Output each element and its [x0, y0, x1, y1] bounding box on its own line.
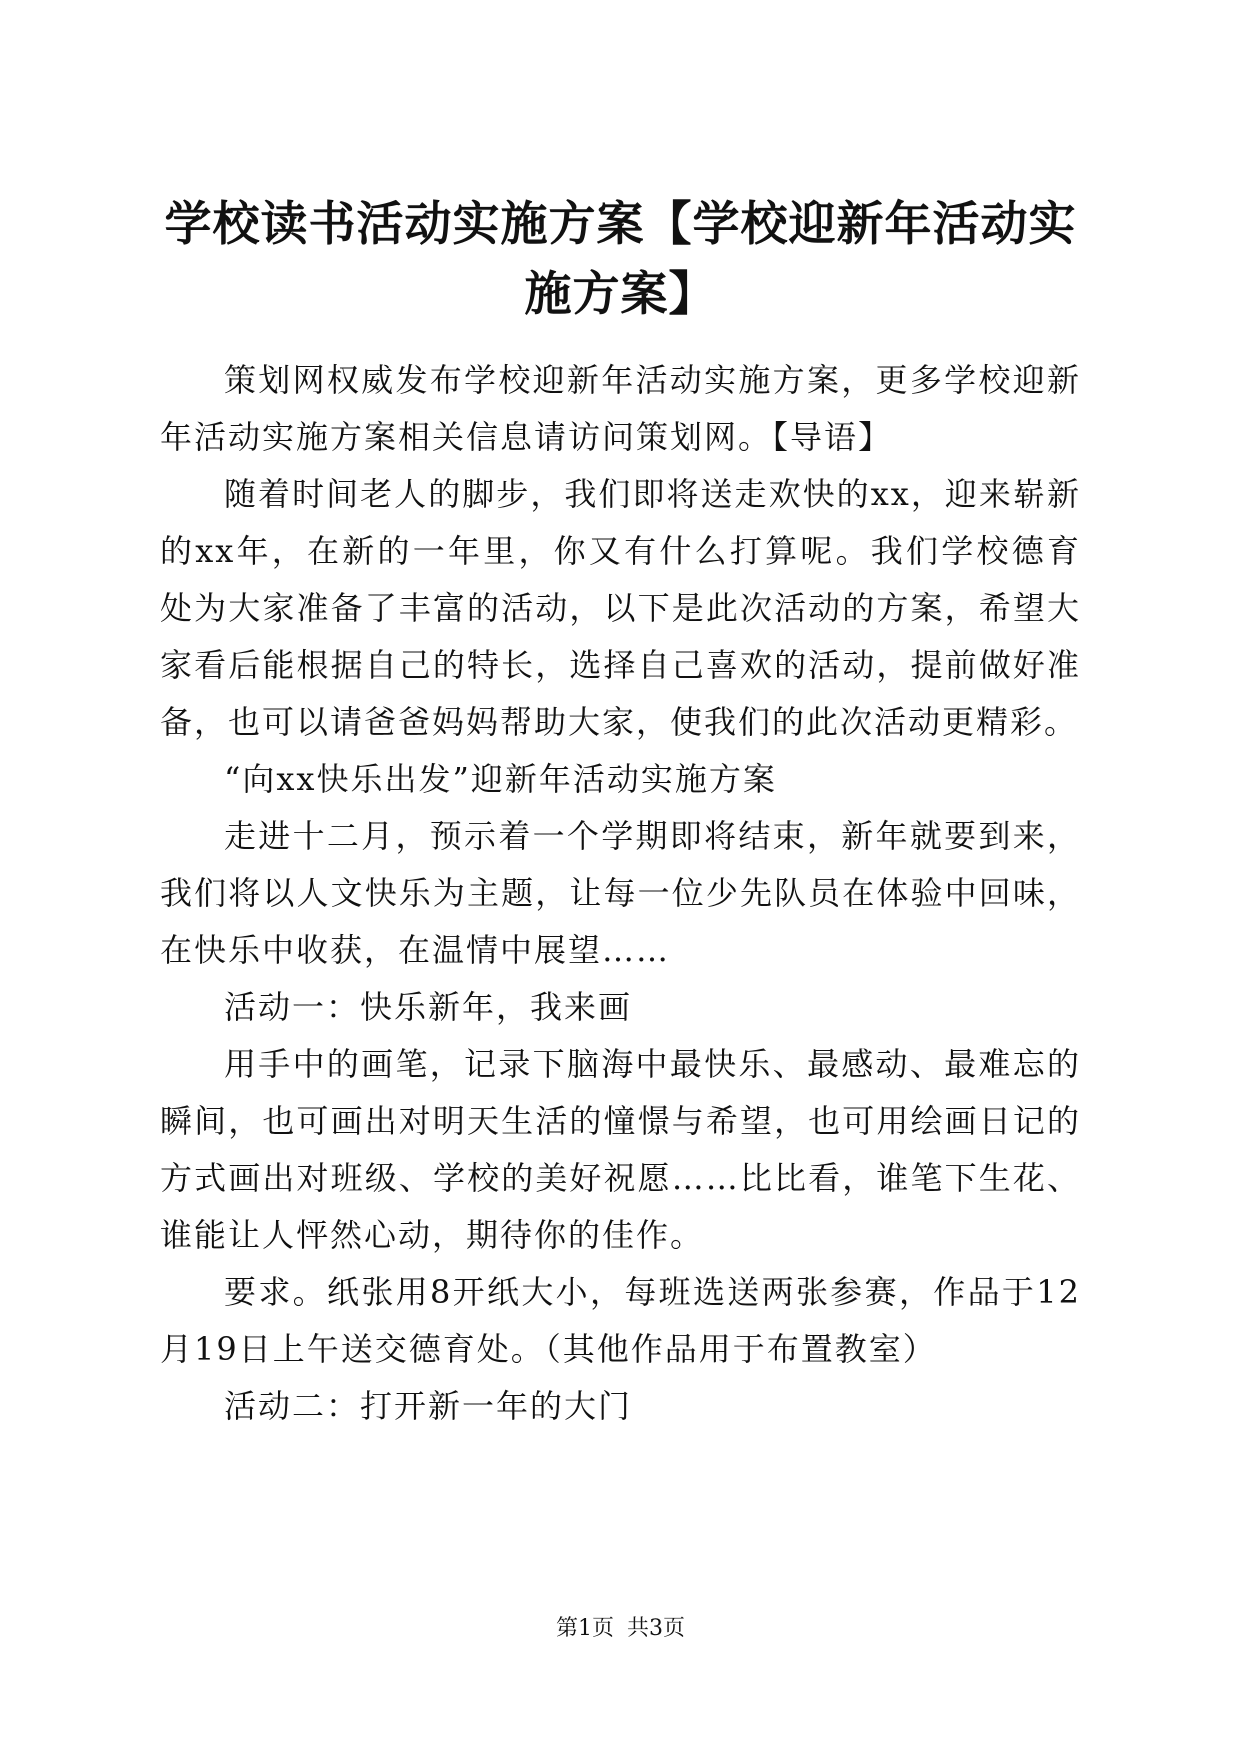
paragraph-overview: 走进十二月，预示着一个学期即将结束，新年就要到来，我们将以人文快乐为主题，让每一位少先队员在体验中回味，在快乐中收获，在温情中展望……: [160, 817, 1081, 969]
document-body: [160, 352, 1081, 1435]
document-title: 学校读书活动实施方案【学校迎新年活动实施方案】: [164, 197, 1077, 322]
page-total: 共3页: [627, 1616, 685, 1641]
paragraph-activity-one-requirements: 要求。纸张用8开纸大小，每班选送两张参赛，作品于12月19日上午送交德育处。（其他作品用于布置教室）: [160, 1273, 1081, 1368]
paragraph-activity-two-heading: 活动二：打开新一年的大门: [224, 1387, 633, 1425]
paragraph-plan-title: “向xx快乐出发”迎新年活动实施方案: [224, 760, 777, 798]
paragraph-activity-one-heading: 活动一：快乐新年，我来画: [224, 988, 633, 1026]
page-footer: [0, 1614, 1241, 1644]
paragraph-preface: 随着时间老人的脚步，我们即将送走欢快的xx，迎来崭新的xx年，在新的一年里，你又有什么打算呢。我们学校德育处为大家准备了丰富的活动，以下是此次活动的方案，希望大家看后能根据自己的特长，选择自己喜欢的活动，提前做好准备，也可以请爸爸妈妈帮助大家，使我们的此次活动更精彩。: [160, 475, 1081, 741]
page-number: 第1页: [556, 1616, 614, 1641]
paragraph-activity-one-description: 用手中的画笔，记录下脑海中最快乐、最感动、最难忘的瞬间，也可画出对明天生活的憧憬与希望，也可用绘画日记的方式画出对班级、学校的美好祝愿……比比看，谁笔下生花、谁能让人怦然心动，期待你的佳作。: [160, 1045, 1081, 1254]
paragraph-intro: 策划网权威发布学校迎新年活动实施方案，更多学校迎新年活动实施方案相关信息请访问策划网。【导语】: [160, 361, 1081, 456]
